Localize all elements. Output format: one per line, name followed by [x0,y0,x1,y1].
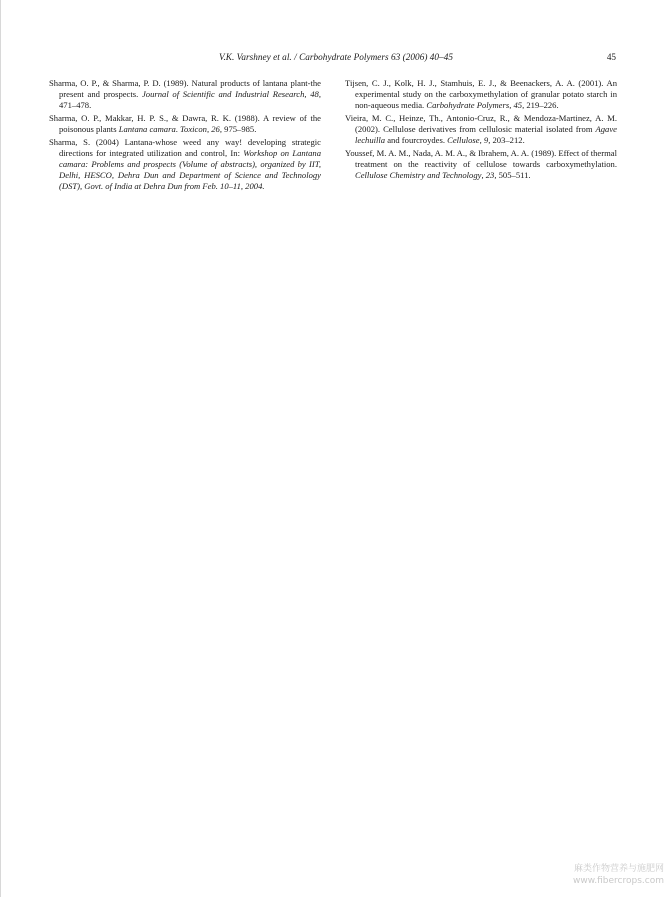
reference-vieira-2002 [345,113,617,147]
journal-name: Toxicon [180,124,207,135]
volume: 9 [483,135,489,146]
watermark-line-1: 麻类作物营养与施肥网 [573,864,664,874]
reference-text-mid: . [175,124,181,135]
reference-text: Sharma, S. (2004) Lantana-whose weed any way! developing strategic directions for integrated utilization and control, In: [49,136,321,158]
species-name: Agave lechuilla [355,124,617,146]
pages: , 975–985. [219,124,257,135]
reference-sharma-makkar-1988 [49,113,321,135]
watermark-line-2: www.fibercrops.com [573,876,664,886]
separator: , [481,170,486,181]
separator: , [509,100,514,111]
volume: 45 [513,100,523,111]
journal-name: Carbohydrate Polymers [426,100,510,111]
reference-text: Sharma, O. P., Makkar, H. P. S., & Dawra, R. K. (1988). A review of the poisonous plants [49,112,321,135]
references-right-column [345,78,617,183]
pages: , 471–478. [59,89,321,111]
watermark [573,863,664,887]
pages: , 219–226. [522,100,559,111]
running-head: V.K. Varshney et al. / Carbohydrate Polymers 63 (2006) 40–45 [218,52,454,62]
page-edge [0,0,1,897]
reference-tijsen-2001 [345,78,617,112]
workshop-title: Workshop on Lantana camara: Problems and prospects (Volume of abstracts), organized by IIT, Delhi, HESCO, Dehra Dun and Department of Science and Technology (DST), Govt. of India at Dehra Dun from Feb. 10–11, 2004. [59,147,321,192]
journal-name: Cellulose Chemistry and Technology [355,170,482,181]
references-left-column [49,78,321,194]
journal-name: Journal of Scientific and Industrial Research [141,89,305,100]
separator: , [479,135,484,146]
volume: 48 [310,89,319,100]
pages: , 203–212. [488,135,525,146]
reference-text: Vieira, M. C., Heinze, Th., Antonio-Cruz, R., & Mendoza-Martinez, A. M. (2002). Cellulose derivatives from cellulosic material isolated from [345,112,617,135]
reference-youssef-1989 [345,148,617,182]
reference-sharma-sharma-1989 [49,78,321,112]
reference-text: Youssef, M. A. M., Nada, A. M. A., & Ibrahem, A. A. (1989). Effect of thermal treatment on the reactivity of cellulose towards carboxymethylation. [345,147,617,170]
page-number: 45 [606,52,616,62]
volume: 23 [485,170,495,181]
journal-name: Cellulose [447,135,480,146]
reference-text: Tijsen, C. J., Kolk, H. J., Stamhuis, E. J., & Beenackers, A. A. (2001). An experimental study on the carboxymethylation of granular potato starch in non-aqueous media. [345,78,617,111]
volume: 26 [211,124,220,135]
page-header [0,52,672,66]
separator: , [206,124,212,135]
pages: , 505–511. [494,170,531,181]
reference-sharma-2004 [49,137,321,193]
separator: , [304,89,311,100]
reference-text-mid: and fourcroydes. [385,135,448,146]
reference-text: Sharma, O. P., & Sharma, P. D. (1989). Natural products of lantana plant-the present and prospects. [49,78,321,100]
species-name: Lantana camara [118,124,176,135]
